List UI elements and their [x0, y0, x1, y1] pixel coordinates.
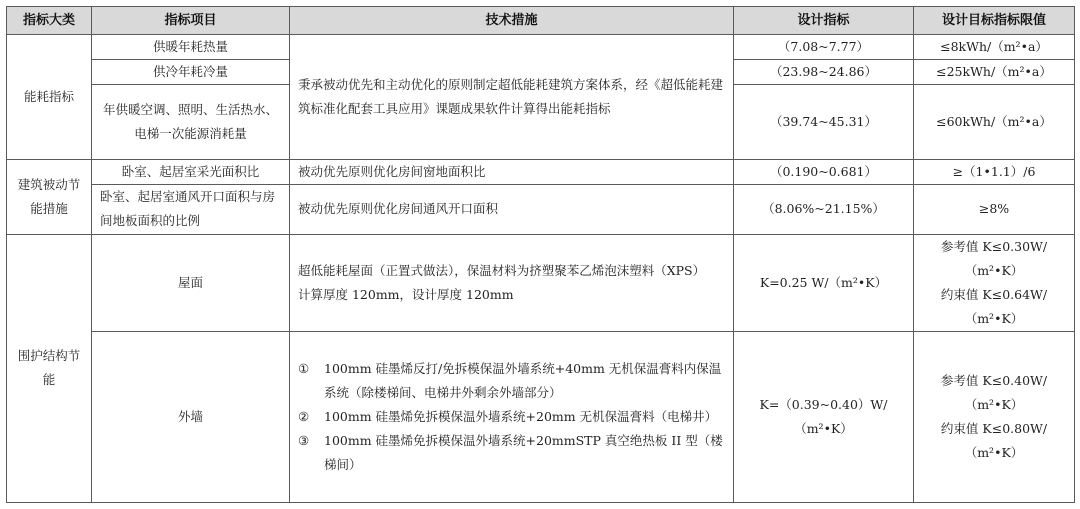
- measure-exterior-wall: [290, 332, 734, 503]
- target-heating: ≤8kWh/（m²•a）: [914, 35, 1075, 60]
- table-row: [7, 332, 1075, 503]
- wall-measure-1-number: ①: [298, 361, 310, 377]
- measure-daylight-ratio: 被动优先原则优化房间窗地面积比: [290, 159, 734, 184]
- wall-measure-3-number: ③: [298, 433, 310, 449]
- target-roof-limit: 约束值 K≤0.64W/（m²•K）: [940, 287, 1048, 327]
- target-roof: [914, 234, 1075, 331]
- category-passive: 建筑被动节能措施: [7, 159, 92, 234]
- design-heating: （7.08~7.77）: [734, 35, 914, 60]
- design-roof: K=0.25 W/（m²•K）: [734, 234, 914, 331]
- design-cooling: （23.98~24.86）: [734, 60, 914, 85]
- target-cooling: ≤25kWh/（m²•a）: [914, 60, 1075, 85]
- item-roof: 屋面: [92, 234, 290, 331]
- item-daylight-ratio: 卧室、起居室采光面积比: [92, 159, 290, 184]
- target-exterior-wall: [914, 332, 1075, 503]
- wall-measure-2-number: ②: [298, 409, 310, 425]
- target-daylight-ratio: ≥（1•1.1）/6: [914, 159, 1075, 184]
- wall-measure-2-text: 100mm 硅墨烯免拆模保温外墙系统+20mm 无机保温膏料（电梯井）: [324, 409, 718, 425]
- measure-roof-line1: 超低能耗屋面（正置式做法），保温材料为挤塑聚苯乙烯泡沫塑料（XPS）: [298, 263, 706, 279]
- category-envelope: 围护结构节能: [7, 234, 92, 502]
- measure-energy: 秉承被动优先和主动优化的原则制定超低能耗建筑方案体系，经《超低能耗建筑标准化配套工具应用》课题成果软件计算得出能耗指标: [290, 35, 734, 159]
- design-exterior-wall: K=（0.39~0.40）W/（m²•K）: [734, 332, 914, 503]
- measure-roof-line2: 计算厚度 120mm，设计厚度 120mm: [298, 287, 514, 303]
- header-design: 设计指标: [734, 7, 914, 35]
- target-roof-reference: 参考值 K≤0.30W/（m²•K）: [940, 239, 1048, 279]
- item-cooling: 供冷年耗冷量: [92, 60, 290, 85]
- design-primary-energy: （39.74~45.31）: [734, 85, 914, 159]
- target-primary-energy: ≤60kWh/（m²•a）: [914, 85, 1075, 159]
- target-ventilation-ratio: ≥8%: [914, 184, 1075, 234]
- item-heating: 供暖年耗热量: [92, 35, 290, 60]
- table-row: [7, 35, 1075, 60]
- measure-ventilation-ratio: 被动优先原则优化房间通风开口面积: [290, 184, 734, 234]
- header-target: 设计目标指标限值: [914, 7, 1075, 35]
- target-wall-limit: 约束值 K≤0.80W/（m²•K）: [940, 421, 1048, 461]
- header-measure: 技术措施: [290, 7, 734, 35]
- table-row: [7, 159, 1075, 184]
- target-wall-reference: 参考值 K≤0.40W/（m²•K）: [940, 373, 1048, 413]
- header-row: [7, 7, 1075, 35]
- design-ventilation-ratio: （8.06%~21.15%）: [734, 184, 914, 234]
- item-exterior-wall: 外墙: [92, 332, 290, 503]
- header-item: 指标项目: [92, 7, 290, 35]
- table-row: [7, 184, 1075, 234]
- item-primary-energy: 年供暖空调、照明、生活热水、电梯一次能源消耗量: [92, 85, 290, 159]
- category-energy: 能耗指标: [7, 35, 92, 159]
- design-daylight-ratio: （0.190~0.681）: [734, 159, 914, 184]
- wall-measure-1-text: 100mm 硅墨烯反打/免拆模保温外墙系统+40mm 无机保温膏料内保温系统（除楼梯间、电梯井外剩余外墙部分）: [324, 361, 722, 401]
- indicator-table: [6, 6, 1075, 503]
- table-row: [7, 234, 1075, 331]
- wall-measure-3: [298, 429, 725, 477]
- wall-measure-3-text: 100mm 硅墨烯免拆模保温外墙系统+20mmSTP 真空绝热板 II 型（楼梯间）: [324, 433, 723, 473]
- wall-measure-2: [298, 405, 725, 429]
- header-category: 指标大类: [7, 7, 92, 35]
- item-ventilation-ratio: 卧室、起居室通风开口面积与房间地板面积的比例: [92, 184, 290, 234]
- measure-roof: [290, 234, 734, 331]
- wall-measure-1: [298, 357, 725, 405]
